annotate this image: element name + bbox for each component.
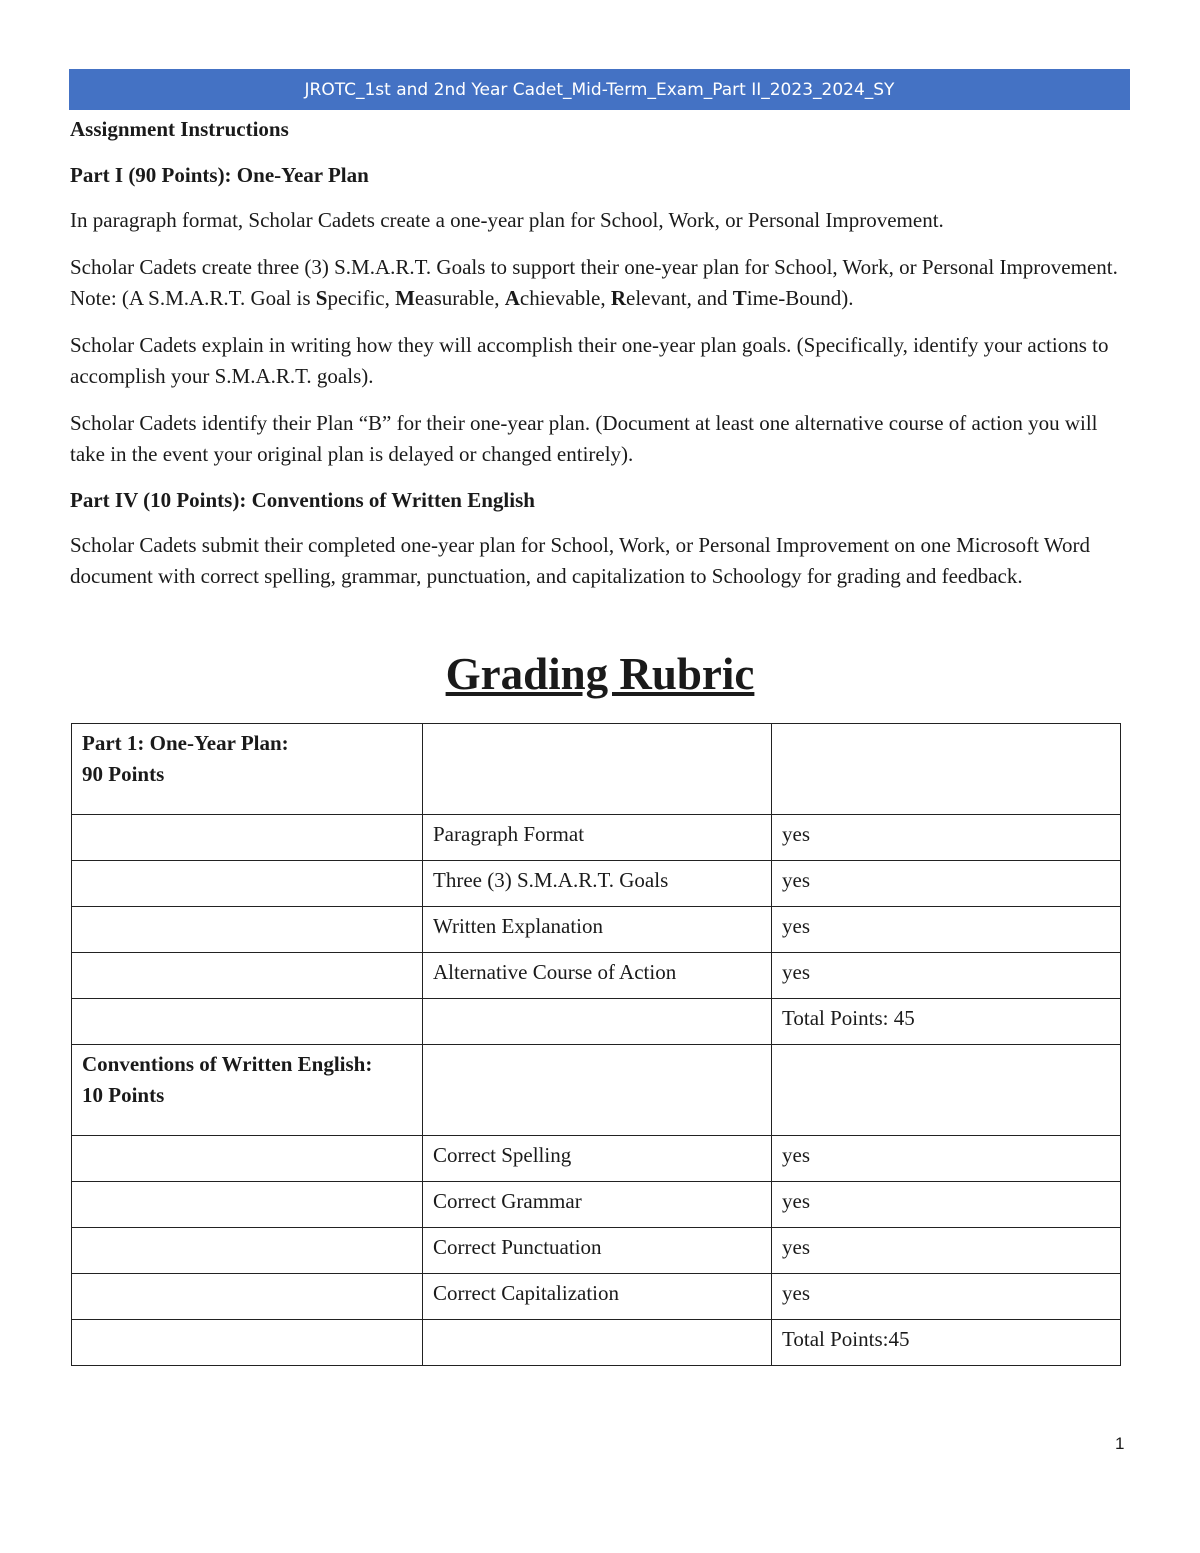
empty-cell	[423, 1320, 772, 1366]
instructions-section	[70, 113, 1125, 592]
paragraph-written-explanation: Scholar Cadets explain in writing how they will accomplish their one-year plan goals. (Specifically, identify your actions to accomplish your S.M.A.R.T. goals).	[70, 333, 1109, 388]
section2-title	[72, 1045, 423, 1136]
value-cell: yes	[772, 907, 1121, 953]
table-row	[72, 907, 1121, 953]
smart-letter-a: A	[504, 286, 520, 310]
value-cell: yes	[772, 953, 1121, 999]
smart-word-r: elevant, and	[626, 286, 733, 310]
paragraph-one-year-plan: In paragraph format, Scholar Cadets create a one-year plan for School, Work, or Personal Improvement.	[70, 208, 944, 232]
value-cell: yes	[772, 861, 1121, 907]
empty-cell	[423, 724, 772, 815]
criterion-cell: Written Explanation	[423, 907, 772, 953]
smart-word-a: chievable,	[519, 286, 611, 310]
section1-title-line1: Part 1: One-Year Plan:	[82, 731, 289, 755]
table-row	[72, 1136, 1121, 1182]
table-row	[72, 1045, 1121, 1136]
header-title: JROTC_1st and 2nd Year Cadet_Mid-Term_Exam_Part II_2023_2024_SY	[304, 79, 895, 100]
empty-cell	[423, 999, 772, 1045]
table-row	[72, 1228, 1121, 1274]
smart-word-m: easurable,	[414, 286, 505, 310]
value-cell: yes	[772, 1274, 1121, 1320]
section2-total: Total Points:45	[772, 1320, 1121, 1366]
part1-heading: Part I (90 Points): One-Year Plan	[70, 163, 369, 187]
section1-title	[72, 724, 423, 815]
empty-cell	[72, 999, 423, 1045]
paragraph-smart-goals	[70, 252, 1125, 314]
smart-letter-t: T	[732, 286, 747, 310]
empty-cell	[72, 1182, 423, 1228]
table-row	[72, 1182, 1121, 1228]
table-row	[72, 815, 1121, 861]
empty-cell	[772, 1045, 1121, 1136]
smart-letter-r: R	[610, 286, 627, 310]
document-header	[69, 69, 1130, 110]
value-cell: yes	[772, 1182, 1121, 1228]
empty-cell	[72, 953, 423, 999]
value-cell: yes	[772, 1136, 1121, 1182]
paragraph-conventions: Scholar Cadets submit their completed one-year plan for School, Work, or Personal Improvement on one Microsoft Word document with correct spelling, grammar, punctuation, and capitalization to Schoology for grading and feedback.	[70, 533, 1090, 588]
smart-letter-s: S	[315, 286, 328, 310]
rubric-title: Grading Rubric	[445, 649, 755, 699]
smart-letter-m: M	[395, 286, 415, 310]
empty-cell	[72, 861, 423, 907]
empty-cell	[72, 1320, 423, 1366]
table-row	[72, 861, 1121, 907]
empty-cell	[72, 907, 423, 953]
section2-title-line1: Conventions of Written English:	[82, 1052, 373, 1076]
smart-word-s: pecific,	[327, 286, 396, 310]
table-row	[72, 1274, 1121, 1320]
section1-total: Total Points: 45	[772, 999, 1121, 1045]
smart-word-t: ime-Bound).	[746, 286, 854, 310]
empty-cell	[72, 1136, 423, 1182]
instructions-heading: Assignment Instructions	[70, 117, 289, 141]
criterion-cell: Paragraph Format	[423, 815, 772, 861]
criterion-cell: Correct Punctuation	[423, 1228, 772, 1274]
criterion-cell: Three (3) S.M.A.R.T. Goals	[423, 861, 772, 907]
grading-rubric-table	[71, 723, 1121, 1366]
empty-cell	[72, 815, 423, 861]
table-row	[72, 724, 1121, 815]
value-cell: yes	[772, 1228, 1121, 1274]
section2-points: 10 Points	[82, 1083, 165, 1107]
table-row	[72, 1320, 1121, 1366]
criterion-cell: Correct Spelling	[423, 1136, 772, 1182]
criterion-cell: Correct Grammar	[423, 1182, 772, 1228]
empty-cell	[772, 724, 1121, 815]
value-cell: yes	[772, 815, 1121, 861]
empty-cell	[423, 1045, 772, 1136]
empty-cell	[72, 1228, 423, 1274]
paragraph-plan-b: Scholar Cadets identify their Plan “B” for their one-year plan. (Document at least one alternative course of action you will take in the event your original plan is delayed or changed entirely).	[70, 411, 1098, 466]
empty-cell	[72, 1274, 423, 1320]
table-row	[72, 999, 1121, 1045]
part4-heading: Part IV (10 Points): Conventions of Written English	[70, 488, 535, 512]
table-row	[72, 953, 1121, 999]
section1-points: 90 Points	[82, 762, 165, 786]
smart-intro: Scholar Cadets create three (3) S.M.A.R.T. Goals to support their one-year plan for School, Work, or Personal Improvement. Note: (A S.M.A.R.T. Goal is	[70, 255, 1118, 310]
criterion-cell: Correct Capitalization	[423, 1274, 772, 1320]
criterion-cell: Alternative Course of Action	[423, 953, 772, 999]
page-number: 1	[1115, 1434, 1125, 1453]
